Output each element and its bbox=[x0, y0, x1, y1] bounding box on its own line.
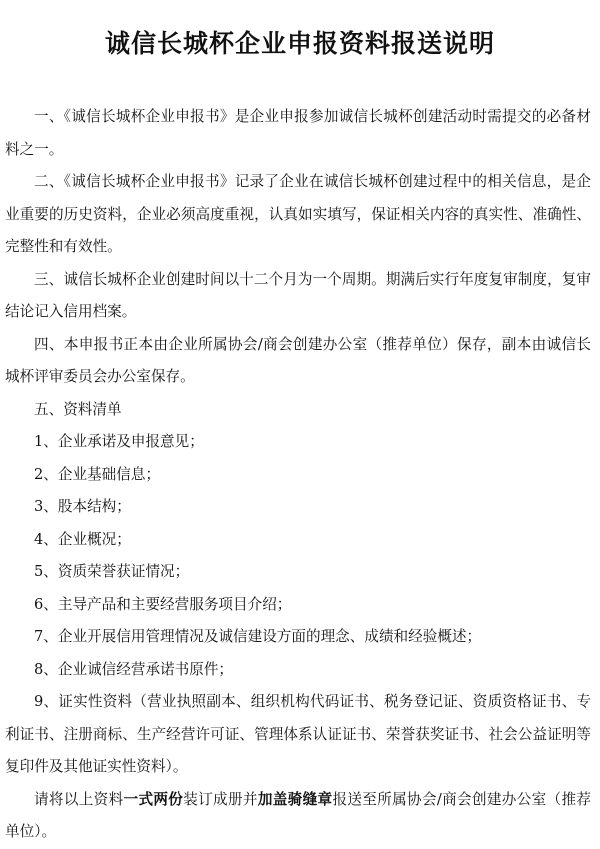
list-item-nine: 9、证实性资料（营业执照副本、组织机构代码证书、税务登记证、资质资格证书、专利证书、注册商标、生产经营许可证、管理体系认证证书、荣誉获奖证书、社会公益证明等复印件及其他证实性资料）。 bbox=[5, 693, 591, 775]
list-item: 8、企业诚信经营承诺书原件； bbox=[34, 660, 234, 678]
paragraph-one: 一、《诚信长城杯企业申报书》是企业申报参加诚信长城杯创建活动时需提交的必备材料之一。 bbox=[5, 108, 591, 158]
list-item: 3、股本结构； bbox=[34, 498, 131, 515]
list-item: 2、企业基础信息； bbox=[34, 465, 161, 483]
paragraph-two: 二、《诚信长城杯企业申报书》记录了企业在诚信长城杯创建过程中的相关信息，是企业重要的历史资料，企业必须高度重视，认真如实填写，保证相关内容的真实性、准确性、完整性和有效性。 bbox=[5, 173, 591, 255]
paragraph-three: 三、诚信长城杯企业创建时间以十二个月为一个周期。期满后实行年度复审制度，复审结论记入信用档案。 bbox=[5, 270, 591, 320]
list-item: 7、企业开展信用管理情况及诚信建设方面的理念、成绩和经验概述； bbox=[34, 628, 482, 645]
list-item: 5、资质荣誉获证情况； bbox=[34, 563, 190, 580]
section-five-heading: 五、资料清单 bbox=[34, 400, 122, 418]
paragraph-four: 四、本申报书正本由企业所属协会/商会创建办公室（推荐单位）保存，副本由诚信长城杯评审委员会办公室保存。 bbox=[5, 335, 591, 385]
closing-text-part3: 报送至所属协会/商会创建办公室（推荐单位）。 bbox=[5, 790, 591, 840]
document-body bbox=[5, 101, 591, 849]
closing-bold-copies: 一式两份 bbox=[123, 790, 184, 808]
closing-text-part2: 装订成册并 bbox=[183, 790, 258, 808]
list-item: 1、企业承诺及申报意见； bbox=[34, 433, 204, 450]
closing-text-part1: 请将以上资料 bbox=[34, 790, 124, 808]
list-item: 6、主导产品和主要经营服务项目介绍； bbox=[34, 595, 292, 613]
document-title: 诚信长城杯企业申报资料报送说明 bbox=[104, 29, 495, 58]
closing-bold-seal: 加盖骑缝章 bbox=[257, 790, 333, 808]
list-item: 4、企业概况； bbox=[34, 530, 131, 548]
